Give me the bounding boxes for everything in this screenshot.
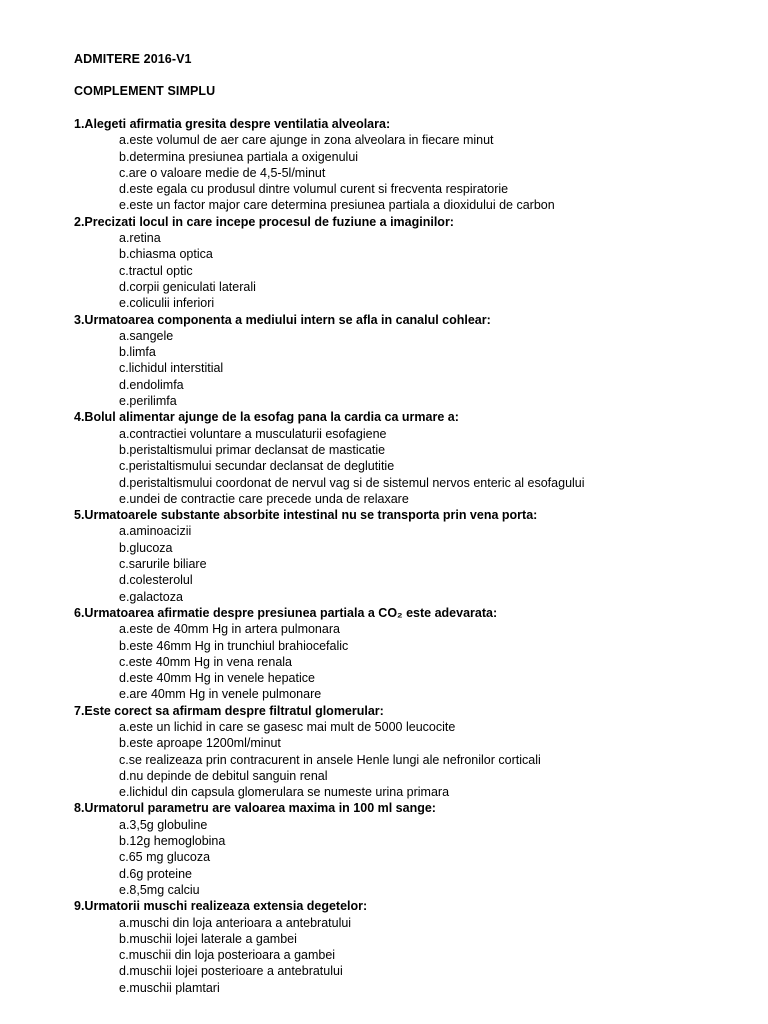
answer-options: [74, 328, 754, 409]
answer-option: b.este 46mm Hg in trunchiul brahiocefalic: [119, 638, 349, 653]
answer-option: d.endolimfa: [119, 377, 184, 392]
question-block: [74, 898, 754, 996]
answer-option: d.colesterolul: [119, 573, 193, 588]
answer-option: e.8,5mg calciu: [119, 882, 200, 897]
answer-option: c.sarurile biliare: [119, 557, 207, 572]
answer-option: d.nu depinde de debitul sanguin renal: [119, 768, 328, 783]
answer-option: b.muschii lojei laterale a gambei: [119, 931, 297, 946]
question-text: 9.Urmatorii muschi realizeaza extensia degetelor:: [74, 899, 368, 914]
answer-option: d.este 40mm Hg in venele hepatice: [119, 671, 315, 686]
document-subtitle: COMPLEMENT SIMPLU: [74, 84, 216, 98]
answer-option: d.muschii lojei posterioare a antebratului: [119, 964, 343, 979]
answer-option: c.se realizeaza prin contracurent in ansele Henle lungi ale nefronilor corticali: [119, 752, 541, 767]
answer-option: b.peristaltismului primar declansat de masticatie: [119, 442, 386, 457]
answer-option: c.peristaltismului secundar declansat de deglutitie: [119, 459, 395, 474]
answer-option: b.glucoza: [119, 540, 173, 555]
answer-option: e.muschii plamtari: [119, 980, 220, 995]
answer-option: e.este un factor major care determina presiunea partiala a dioxidului de carbon: [119, 198, 555, 213]
answer-options: [74, 523, 754, 604]
answer-option: e.perilimfa: [119, 394, 177, 409]
question-text: 5.Urmatoarele substante absorbite intestinal nu se transporta prin vena porta:: [74, 508, 538, 523]
answer-option: a.este un lichid in care se gasesc mai mult de 5000 leucocite: [119, 719, 456, 734]
question-block: [74, 312, 754, 410]
answer-option: a.aminoacizii: [119, 524, 192, 539]
answer-option: b.limfa: [119, 345, 156, 360]
answer-option: e.undei de contractie care precede unda de relaxare: [119, 491, 409, 506]
answer-options: [74, 132, 754, 213]
question-text: 6.Urmatoarea afirmatie despre presiunea partiala a CO₂ este adevarata:: [74, 605, 498, 620]
question-text: 8.Urmatorul parametru are valoarea maxima in 100 ml sange:: [74, 801, 436, 816]
question-text: 7.Este corect sa afirmam despre filtratul glomerular:: [74, 703, 384, 718]
answer-option: a.retina: [119, 231, 161, 246]
answer-options: [74, 915, 754, 996]
answer-option: a.sangele: [119, 328, 174, 343]
question-list: [74, 116, 754, 996]
answer-option: d.peristaltismului coordonat de nervul vag si de sistemul nervos enteric al esofagului: [119, 475, 585, 490]
answer-option: d.6g proteine: [119, 866, 192, 881]
answer-option: b.chiasma optica: [119, 247, 213, 262]
document-title: ADMITERE 2016-V1: [74, 52, 192, 66]
answer-option: b.este aproape 1200ml/minut: [119, 736, 281, 751]
answer-option: a.contractiei voluntare a musculaturii esofagiene: [119, 426, 387, 441]
answer-option: e.lichidul din capsula glomerulara se numeste urina primara: [119, 785, 450, 800]
question-block: [74, 605, 754, 703]
question-block: [74, 703, 754, 801]
answer-option: e.are 40mm Hg in venele pulmonare: [119, 687, 322, 702]
answer-options: [74, 426, 754, 507]
answer-option: b.determina presiunea partiala a oxigenului: [119, 149, 359, 164]
answer-option: c.lichidul interstitial: [119, 361, 224, 376]
answer-option: c.tractul optic: [119, 263, 193, 278]
question-block: [74, 116, 754, 214]
answer-option: c.muschii din loja posterioara a gambei: [119, 948, 336, 963]
answer-option: e.coliculii inferiori: [119, 296, 215, 311]
question-text: 2.Precizati locul in care incepe procesul de fuziune a imaginilor:: [74, 214, 454, 229]
answer-option: c.are o valoare medie de 4,5-5l/minut: [119, 165, 326, 180]
answer-options: [74, 817, 754, 898]
question-block: [74, 214, 754, 312]
answer-option: e.galactoza: [119, 589, 183, 604]
answer-options: [74, 719, 754, 800]
question-text: 3.Urmatoarea componenta a mediului intern se afla in canalul cohlear:: [74, 312, 491, 327]
answer-option: b.12g hemoglobina: [119, 834, 226, 849]
answer-option: d.este egala cu produsul dintre volumul curent si frecventa respiratorie: [119, 182, 509, 197]
answer-option: c.este 40mm Hg in vena renala: [119, 654, 293, 669]
question-text: 4.Bolul alimentar ajunge de la esofag pana la cardia ca urmare a:: [74, 410, 459, 425]
answer-option: a.este de 40mm Hg in artera pulmonara: [119, 622, 340, 637]
question-text: 1.Alegeti afirmatia gresita despre ventilatia alveolara:: [74, 117, 391, 131]
answer-options: [74, 621, 754, 702]
answer-option: a.3,5g globuline: [119, 817, 208, 832]
answer-option: c.65 mg glucoza: [119, 850, 211, 865]
question-block: [74, 507, 754, 605]
answer-option: a.muschi din loja anterioara a antebratului: [119, 915, 352, 930]
answer-options: [74, 230, 754, 311]
answer-option: a.este volumul de aer care ajunge in zona alveolara in fiecare minut: [119, 133, 494, 148]
answer-option: d.corpii geniculati laterali: [119, 279, 256, 294]
question-block: [74, 800, 754, 898]
question-block: [74, 409, 754, 507]
